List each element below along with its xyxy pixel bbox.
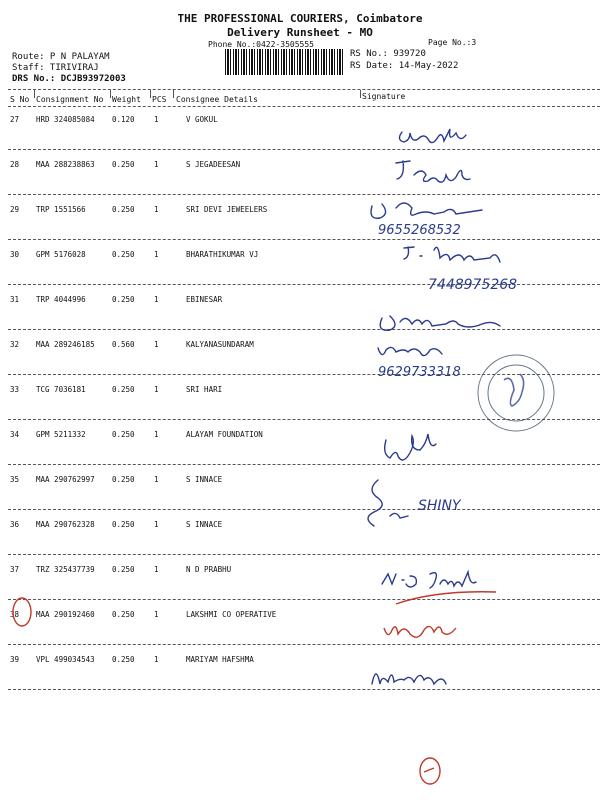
row-pcs: 1 <box>154 250 159 259</box>
phone-number: Phone No.:0422-3505555 <box>208 40 314 49</box>
row-consignment: MAA 288238863 <box>36 160 95 169</box>
col-weight: Weight <box>112 95 141 104</box>
row-pcs: 1 <box>154 565 159 574</box>
col-consignment: Consignment No <box>36 95 104 104</box>
row-consignment: MAA 289246185 <box>36 340 95 349</box>
row-consignment: MAA 290762328 <box>36 520 95 529</box>
col-signature: Signature <box>362 92 406 101</box>
row-consignment: GPM 5176028 <box>36 250 86 259</box>
red-mark-38 <box>384 626 456 637</box>
row-consignee: S INNACE <box>186 520 223 529</box>
row-consignment: HRD 324085084 <box>36 115 95 124</box>
signature-32 <box>378 347 442 355</box>
row-pcs: 1 <box>154 610 159 619</box>
row-pcs: 1 <box>154 520 159 529</box>
row-sno: 39 <box>10 655 20 664</box>
signature-phone-32: 9629733318 <box>378 365 461 380</box>
route: Route: P N PALAYAM <box>12 52 110 62</box>
signature-28 <box>396 161 470 182</box>
row-divider <box>8 149 600 150</box>
header-top-rule <box>8 89 600 90</box>
row-divider <box>8 464 600 465</box>
row-weight: 0.250 <box>112 205 135 214</box>
row-pcs: 1 <box>154 295 159 304</box>
row-pcs: 1 <box>154 385 159 394</box>
row-weight: 0.250 <box>112 385 135 394</box>
col-consignee: Consignee Details <box>176 95 258 104</box>
row-weight: 0.250 <box>112 160 135 169</box>
row-consignee: V GOKUL <box>186 115 218 124</box>
staff: Staff: TIRIVIRAJ <box>12 63 99 73</box>
row-consignee: ALAYAM FOUNDATION <box>186 430 263 439</box>
row-pcs: 1 <box>154 115 159 124</box>
col-pcs: PCS <box>152 95 167 104</box>
circle-mark-bottom <box>420 758 440 784</box>
row-consignment: TRZ 325437739 <box>36 565 95 574</box>
page-number: Page No.:3 <box>428 38 477 47</box>
row-consignment: MAA 290192460 <box>36 610 95 619</box>
row-consignment: TRP 1551566 <box>36 205 86 214</box>
drs-number: DRS No.: DCJB93972003 <box>12 74 126 84</box>
row-sno: 31 <box>10 295 20 304</box>
row-divider <box>8 284 600 285</box>
signature-37 <box>382 572 476 588</box>
row-consignment: VPL 499034543 <box>36 655 95 664</box>
row-weight: 0.250 <box>112 250 135 259</box>
row-sno: 30 <box>10 250 20 259</box>
row-consignment: MAA 290762997 <box>36 475 95 484</box>
row-weight: 0.250 <box>112 565 135 574</box>
row-pcs: 1 <box>154 655 159 664</box>
row-pcs: 1 <box>154 475 159 484</box>
row-weight: 0.120 <box>112 115 135 124</box>
signature-phone-30: 7448975268 <box>428 277 518 293</box>
row-sno: 32 <box>10 340 20 349</box>
row-sno: 29 <box>10 205 20 214</box>
signature-30 <box>404 247 500 262</box>
col-sno: S No <box>10 95 30 104</box>
row-consignee: N D PRABHU <box>186 565 232 574</box>
row-consignee: S INNACE <box>186 475 223 484</box>
signature-phone-29: 9655268532 <box>378 223 461 238</box>
row-divider <box>8 374 600 375</box>
row-divider <box>8 419 600 420</box>
row-consignment: TRP 4044996 <box>36 295 86 304</box>
row-divider <box>8 239 600 240</box>
row-consignment: GPM 5211332 <box>36 430 86 439</box>
row-divider <box>8 689 600 690</box>
row-consignee: SRI DEVI JEWEELERS <box>186 205 268 214</box>
row-pcs: 1 <box>154 205 159 214</box>
signature-34 <box>385 434 436 460</box>
row-divider <box>8 329 600 330</box>
tick-mark-bottom <box>424 768 434 772</box>
row-divider <box>8 554 600 555</box>
company-title: THE PROFESSIONAL COURIERS, Coimbatore <box>177 12 423 25</box>
row-consignee: KALYANASUNDARAM <box>186 340 254 349</box>
row-sno: 37 <box>10 565 20 574</box>
signature-39 <box>372 674 446 684</box>
row-sno: 28 <box>10 160 20 169</box>
signature-shiny: SHINY <box>418 498 461 514</box>
barcode <box>225 49 343 75</box>
row-weight: 0.250 <box>112 430 135 439</box>
rs-number: RS No.: 939720 <box>350 49 426 59</box>
row-divider <box>8 509 600 510</box>
row-sno: 27 <box>10 115 20 124</box>
row-consignee: LAKSHMI CO OPERATIVE <box>186 610 277 619</box>
row-sno: 35 <box>10 475 20 484</box>
row-pcs: 1 <box>154 430 159 439</box>
row-consignee: S JEGADEESAN <box>186 160 241 169</box>
row-weight: 0.250 <box>112 655 135 664</box>
signature-35-36 <box>368 480 408 526</box>
header-bottom-rule <box>8 106 600 107</box>
row-divider <box>8 194 600 195</box>
signature-27 <box>399 129 466 143</box>
row-consignee: MARIYAM HAFSHMA <box>186 655 254 664</box>
row-divider <box>8 599 600 600</box>
row-sno: 33 <box>10 385 20 394</box>
row-weight: 0.250 <box>112 520 135 529</box>
row-weight: 0.250 <box>112 475 135 484</box>
signature-29 <box>371 203 482 218</box>
row-weight: 0.560 <box>112 340 135 349</box>
row-pcs: 1 <box>154 160 159 169</box>
row-consignee: BHARATHIKUMAR VJ <box>186 250 259 259</box>
runsheet-title: Delivery Runsheet - MO <box>227 26 373 39</box>
row-weight: 0.250 <box>112 610 135 619</box>
row-sno: 38 <box>10 610 20 619</box>
row-pcs: 1 <box>154 340 159 349</box>
row-consignee: EBINESAR <box>186 295 223 304</box>
row-weight: 0.250 <box>112 295 135 304</box>
row-consignee: SRI HARI <box>186 385 223 394</box>
red-strike-38 <box>396 592 496 604</box>
row-consignment: TCG 7036181 <box>36 385 86 394</box>
row-divider <box>8 644 600 645</box>
row-sno: 34 <box>10 430 20 439</box>
row-sno: 36 <box>10 520 20 529</box>
rs-date: RS Date: 14-May-2022 <box>350 61 459 71</box>
